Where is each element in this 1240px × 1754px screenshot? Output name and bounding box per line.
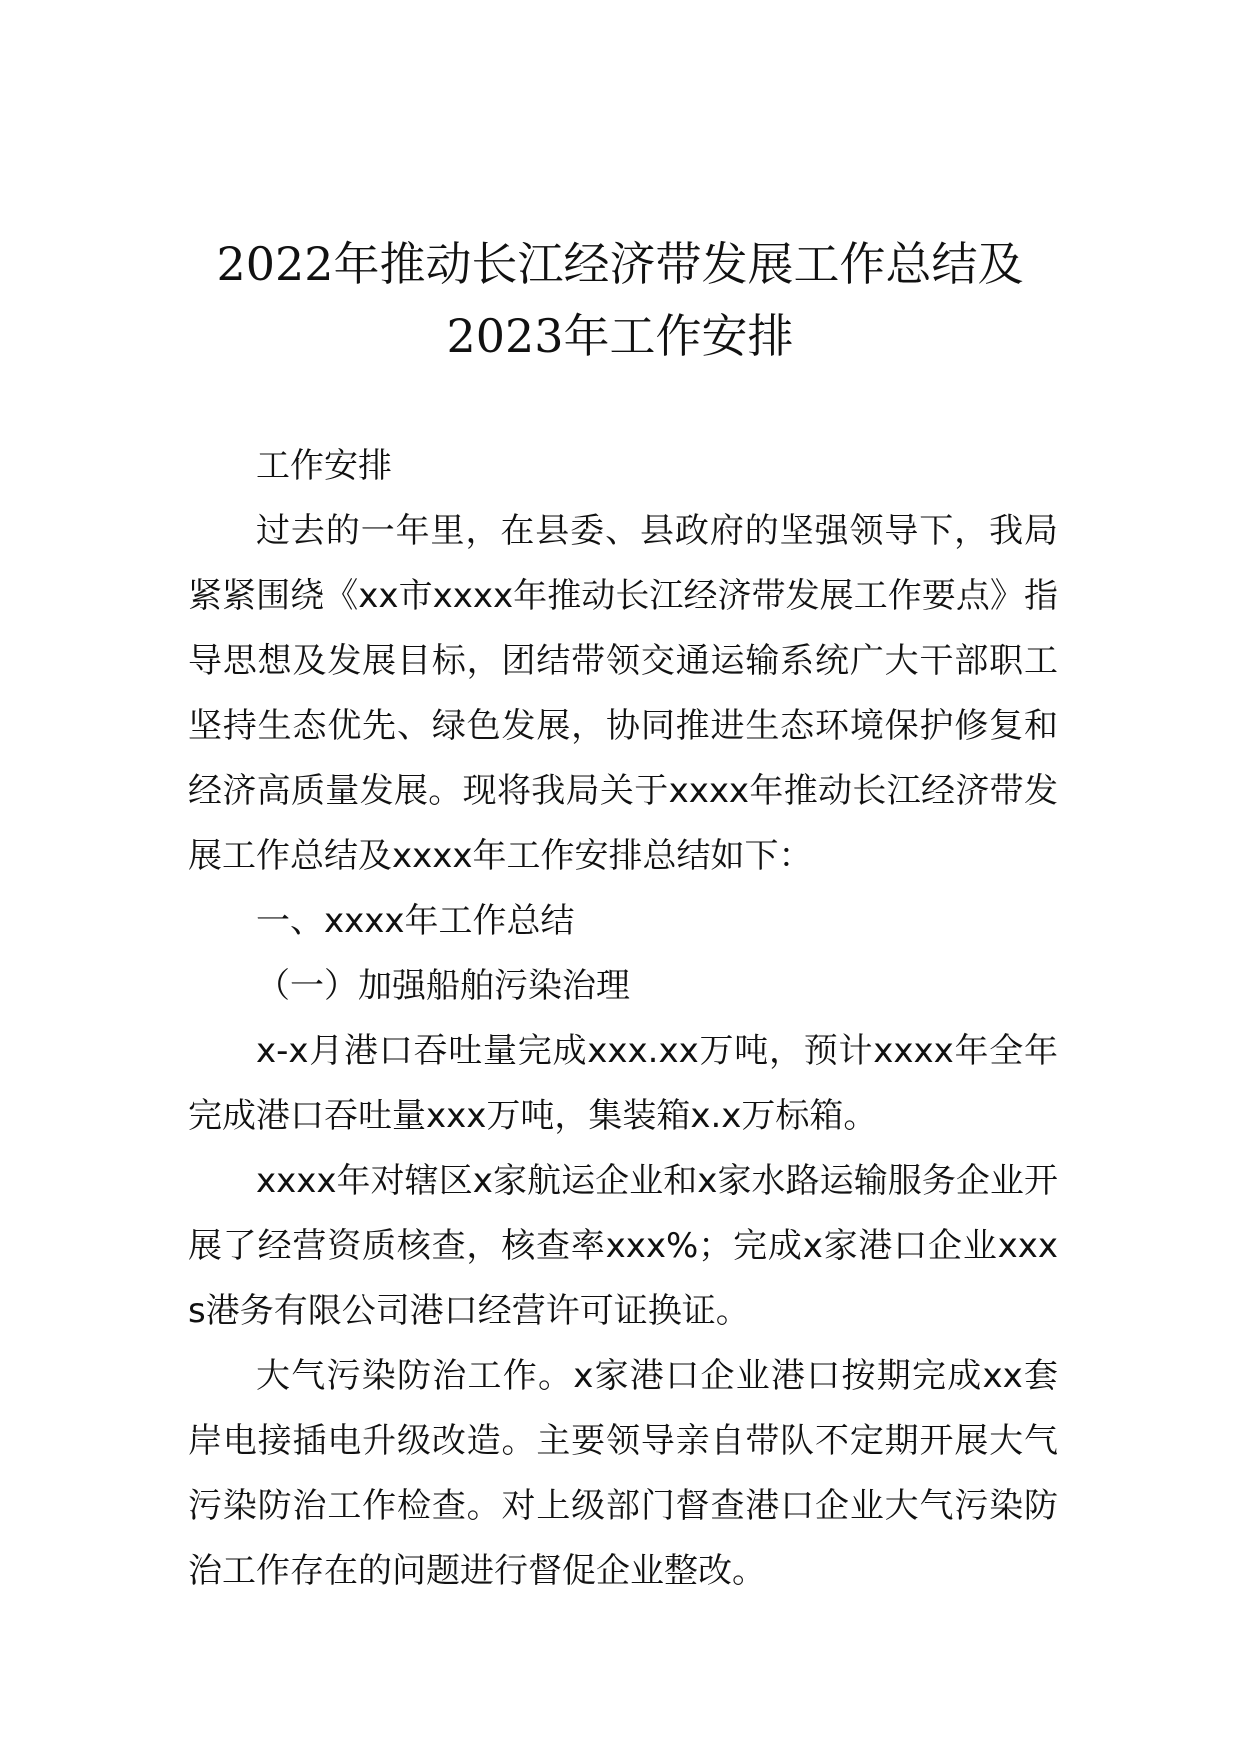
paragraph-port-throughput: x-x月港口吞吐量完成xxx.xx万吨，预计xxxx年全年完成港口吞吐量xxx万吨，集装箱x.x万标箱。 [188,1031,1058,1136]
paragraph-intro: 过去的一年里，在县委、县政府的坚强领导下，我局紧紧围绕《xx市xxxx年推动长江经济带发展工作要点》指导思想及发展目标，团结带领交通运输系统广大干部职工坚持生态优先、绿色发展，协同推进生态环境保护修复和经济高质量发展。现将我局关于xxxx年推动长江经济带发展工作总结及xxxx年工作安排总结如下： [188,511,1058,876]
title-line-2: 2023年工作安排 [446,309,794,363]
section-heading-work-summary: 一、xxxx年工作总结 [256,901,575,941]
document-title [0,228,1240,372]
title-line-1: 2022年推动长江经济带发展工作总结及 [216,237,1024,291]
paragraph-air-pollution: 大气污染防治工作。x家港口企业港口按期完成xx套岸电接插电升级改造。主要领导亲自带队不定期开展大气污染防治工作检查。对上级部门督查港口企业大气污染防治工作存在的问题进行督促企业整改。 [188,1356,1058,1591]
paragraph-qualification-check: xxxx年对辖区x家航运企业和x家水路运输服务企业开展了经营资质核查，核查率xxx%；完成x家港口企业xxxs港务有限公司港口经营许可证换证。 [188,1161,1058,1331]
document-body [188,434,1058,1604]
paragraph-heading-work-arrangement: 工作安排 [256,446,392,486]
subsection-heading-ship-pollution: （一）加强船舶污染治理 [256,966,630,1006]
